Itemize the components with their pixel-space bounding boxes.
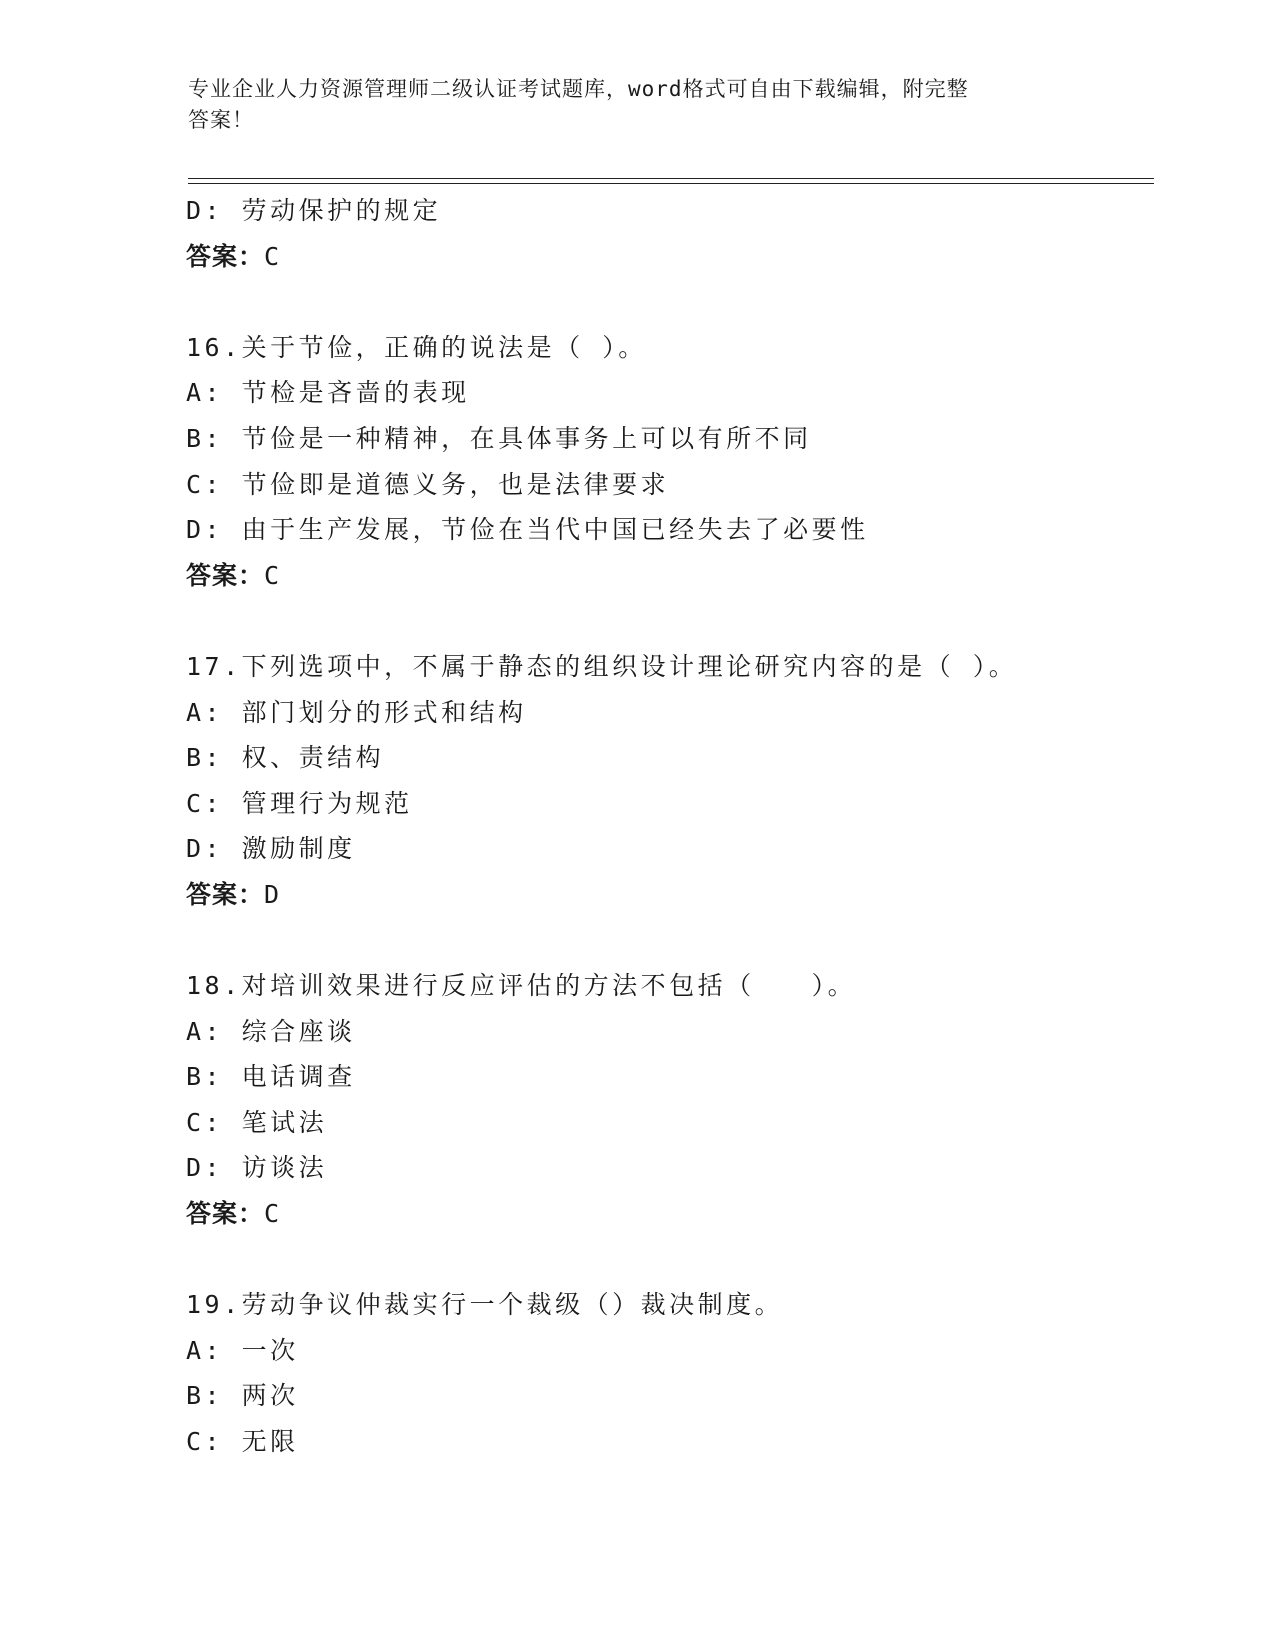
option-b: B: 节俭是一种精神，在具体事务上可以有所不同 — [186, 423, 812, 453]
header-line-1: 专业企业人力资源管理师二级认证考试题库，word格式可自由下载编辑，附完整 — [188, 77, 969, 101]
option-a: A: 部门划分的形式和结构 — [186, 697, 527, 727]
question-answer — [186, 1191, 1186, 1237]
option-d: D: 由于生产发展，节俭在当代中国已经失去了必要性 — [186, 515, 869, 545]
question-stem: 18.对培训效果进行反应评估的方法不包括（ ）。 — [186, 971, 857, 1001]
answer-value: C — [264, 1199, 281, 1229]
document-header — [188, 74, 1068, 136]
option-b: B: 两次 — [186, 1381, 299, 1411]
option-a: A: 综合座谈 — [186, 1016, 356, 1046]
prev-answer — [186, 234, 1186, 280]
question-answer — [186, 553, 1186, 599]
option-a: A: 节检是吝啬的表现 — [186, 378, 470, 408]
answer-value: C — [264, 241, 281, 271]
header-line-2: 答案！ — [188, 108, 254, 132]
option-d: D: 激励制度 — [186, 834, 356, 864]
option-c: C: 节俭即是道德义务，也是法律要求 — [186, 469, 670, 499]
question-list — [186, 188, 1186, 1465]
option-b: B: 电话调查 — [186, 1062, 356, 1092]
answer-label: 答案： — [186, 241, 265, 271]
header-divider-top — [188, 178, 1154, 179]
question-stem: 16.关于节俭，正确的说法是（ ）。 — [186, 332, 647, 362]
question-answer — [186, 872, 1186, 918]
prev-option-d: D: 劳动保护的规定 — [186, 196, 442, 225]
option-a: A: 一次 — [186, 1335, 299, 1365]
header-divider-bottom — [188, 183, 1154, 184]
answer-value: D — [264, 879, 281, 909]
option-c: C: 无限 — [186, 1427, 299, 1457]
answer-label: 答案： — [186, 1199, 265, 1229]
option-d: D: 访谈法 — [186, 1153, 328, 1183]
option-b: B: 权、责结构 — [186, 743, 385, 773]
answer-label: 答案： — [186, 560, 265, 590]
question-stem: 19.劳动争议仲裁实行一个裁级（）裁决制度。 — [186, 1290, 784, 1320]
answer-label: 答案： — [186, 879, 265, 909]
option-c: C: 笔试法 — [186, 1107, 328, 1137]
option-c: C: 管理行为规范 — [186, 788, 413, 818]
answer-value: C — [264, 560, 281, 590]
question-stem: 17.下列选项中，不属于静态的组织设计理论研究内容的是（ ）。 — [186, 651, 1018, 681]
